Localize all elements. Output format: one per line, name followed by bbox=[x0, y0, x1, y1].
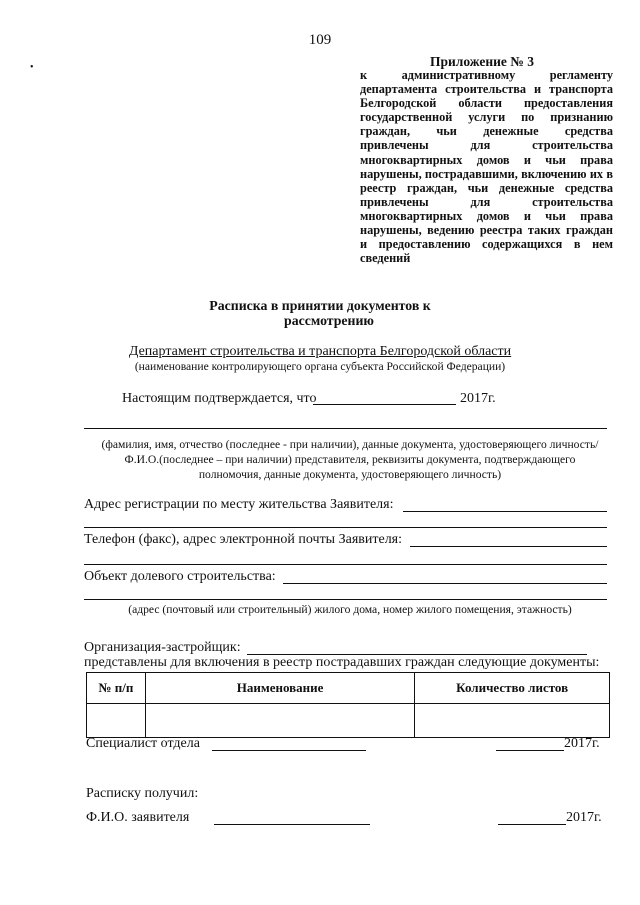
cell-number[interactable] bbox=[87, 704, 146, 738]
phone-line-2[interactable] bbox=[84, 564, 607, 565]
page-number: 109 bbox=[308, 32, 332, 48]
documents-intro: представлены для включения в реестр пострадавших граждан следующие документы: bbox=[84, 655, 600, 670]
specialist-label: Специалист отдела bbox=[86, 736, 200, 751]
scan-dot: • bbox=[30, 62, 34, 73]
object-line-2[interactable] bbox=[84, 599, 607, 600]
document-title bbox=[0, 298, 640, 328]
applicant-year: 2017г. bbox=[566, 810, 602, 825]
cell-sheets[interactable] bbox=[415, 704, 610, 738]
person-note-line1: (фамилия, имя, отчество (последнее - при наличии), данные документа, удостоверяющего личность/ bbox=[101, 438, 599, 451]
appendix-text: к административному регламенту департамента строительства и транспорта Белгородской области предоставления государственной услуги по признанию граждан, чьи денежные средства привлечены для строительства многоквартирных домов и чьи права нарушены, пострадавшими, включению их в реестр граждан, чьи денежные средства привлечены для строительства многоквартирных домов и чьи права нарушены, ведению реестра таких граждан и предоставлению содержащихся в нем сведений bbox=[360, 68, 613, 266]
applicant-date-line[interactable] bbox=[498, 824, 566, 825]
specialist-date-line[interactable] bbox=[496, 750, 564, 751]
person-note bbox=[80, 437, 620, 482]
department-note: (наименование контролирующего органа субъекта Российской Федерации) bbox=[134, 360, 506, 373]
phone-label: Телефон (факс), адрес электронной почты Заявителя: bbox=[84, 532, 403, 547]
person-note-line3: полномочия, данные документа, удостоверяющего личность) bbox=[198, 468, 502, 481]
confirmation-year: 2017г. bbox=[460, 391, 496, 406]
document-title-line1: Расписка в принятии документов к bbox=[209, 298, 431, 313]
header-sheets: Количество листов bbox=[415, 673, 610, 704]
address-line-2[interactable] bbox=[84, 527, 607, 528]
address-line-1[interactable] bbox=[403, 511, 607, 512]
applicant-line[interactable] bbox=[84, 428, 607, 429]
table-header-row bbox=[87, 673, 610, 704]
person-note-line2: Ф.И.О.(последнее – при наличии) представителя, реквизиты документа, подтверждающего bbox=[124, 453, 576, 466]
header-name: Наименование bbox=[145, 673, 414, 704]
department-name: Департамент строительства и транспорта Белгородской области bbox=[128, 344, 512, 359]
phone-line-1[interactable] bbox=[410, 546, 607, 547]
developer-label: Организация-застройщик: bbox=[84, 640, 241, 655]
documents-table bbox=[86, 672, 610, 738]
received-label: Расписку получил: bbox=[86, 786, 199, 801]
object-line-1[interactable] bbox=[283, 583, 607, 584]
address-label: Адрес регистрации по месту жительства Заявителя: bbox=[84, 497, 394, 512]
appendix-title: Приложение № 3 bbox=[430, 54, 534, 69]
confirmation-prefix: Настоящим подтверждается, что bbox=[122, 391, 317, 406]
specialist-year: 2017г. bbox=[564, 736, 600, 751]
confirmation-name-line[interactable] bbox=[313, 404, 456, 405]
applicant-label: Ф.И.О. заявителя bbox=[86, 810, 190, 825]
header-number: № п/п bbox=[87, 673, 146, 704]
cell-name[interactable] bbox=[145, 704, 414, 738]
document-title-line2: рассмотрению bbox=[284, 313, 374, 328]
applicant-signature-line[interactable] bbox=[214, 824, 370, 825]
table-row bbox=[87, 704, 610, 738]
specialist-signature-line[interactable] bbox=[212, 750, 366, 751]
object-label: Объект долевого строительства: bbox=[84, 569, 276, 584]
object-note: (адрес (почтовый или строительный) жилого дома, номер жилого помещения, этажность) bbox=[128, 603, 572, 616]
